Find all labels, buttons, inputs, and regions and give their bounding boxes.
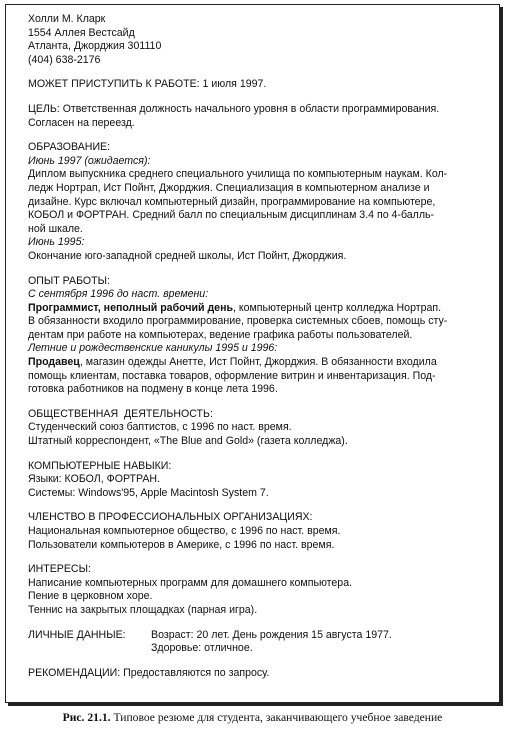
contact-block [28,13,483,67]
education-text-line: ной шкале. [28,222,83,235]
personal-section [28,629,483,656]
section-heading: ОПЫТ РАБОТЫ: [28,274,110,287]
references-line: РЕКОМЕНДАЦИИ: Предоставляются по запросу. [28,666,270,679]
activity-line: Штатный корреспондент, «The Blue and Gold» (газета колледжа). [28,435,348,448]
personal-line: Здоровье: отличное. [151,642,253,655]
education-text-line: дизайне. Курс включал компьютерный дизайн, программирование на компьютере, [28,195,436,208]
job-line: готовка работников на подмену в конце лета 1996. [28,383,278,396]
start-date: МОЖЕТ ПРИСТУПИТЬ К РАБОТЕ: 1 июля 1997. [28,78,267,91]
phone-number: (404) 638-2176 [28,53,101,66]
education-date: Июнь 1995: [28,236,85,249]
city-address: Атланта, Джорджия 301110 [28,40,162,53]
activities-section [28,408,483,449]
skills-section [28,460,483,501]
job-description: , компьютерный центр колледжа Нортрап. [232,301,442,314]
section-heading: ИНТЕРЕСЫ: [28,563,91,576]
education-text-line: ледж Нортрап, Ист Пойнт, Джорджия. Специализация в компьютерном анализе и [28,181,430,194]
section-heading: ОБРАЗОВАНИЕ: [28,141,111,154]
education-date: Июнь 1997 (ожидается): [28,154,151,167]
job-date: С сентября 1996 до наст. времени: [28,288,209,301]
resume-content [28,13,483,680]
experience-section [28,275,483,397]
figure-label: Рис. 21.1. [62,711,111,724]
job-line: дентам при работе на компьютерах, ведение графика работы пользователей. [28,328,413,341]
figure-caption [0,711,505,724]
job-line: В обязанности входило программирование, проверка системных сбоев, помощь сту- [28,315,448,328]
objective-section [28,103,483,130]
membership-line: Пользователи компьютеров в Америке, с 1996 по наст. время. [28,538,335,551]
street-address: 1554 Аллея Вестсайд [28,26,135,39]
job-line [28,356,483,370]
job-line: помощь клиентам, поставка товаров, оформление витрин и инвентаризация. Под- [28,369,436,382]
job-line [28,302,483,316]
skill-line: Системы: Windows'95, Apple Macintosh System 7. [28,486,269,499]
education-text-line: Окончание юго-западной средней школы, Ист Пойнт, Джорджия. [28,249,347,262]
job-description: , магазин одежды Анетте, Ист Пойнт, Джорджия. В обязанности входила [79,356,437,369]
education-section [28,141,483,263]
objective-line: Согласен на переезд. [28,116,135,129]
section-heading: ЛИЧНЫЕ ДАННЫЕ: [28,628,126,641]
section-heading: ЧЛЕНСТВО В ПРОФЕССИОНАЛЬНЫХ ОРГАНИЗАЦИЯХ: [28,511,313,524]
education-text-line: КОБОЛ и ФОРТРАН. Средний балл по специальным дисциплинам 3.4 по 4-балль- [28,209,435,222]
resume-page [5,4,500,703]
job-title: Продавец [28,356,80,369]
applicant-name: Холли М. Кларк [28,13,106,25]
skill-line: Языки: КОБОЛ, ФОРТРАН. [28,473,161,486]
interests-section [28,563,483,617]
job-date: Летние и рождественские каникулы 1995 и 1996: [28,342,278,355]
personal-line: Возраст: 20 лет. День рождения 15 августа 1977. [151,628,392,641]
section-heading: КОМПЬЮТЕРНЫЕ НАВЫКИ: [28,459,172,472]
interest-line: Пение в церковном хоре. [28,590,153,603]
figure-caption-text: Типовое резюме для студента, заканчивающего учебное заведение [110,711,443,724]
interest-line: Теннис на закрытых площадках (парная игра). [28,603,258,616]
activity-line: Студенческий союз баптистов, с 1996 по наст. время. [28,421,292,434]
interest-line: Написание компьютерных программ для домашнего компьютера. [28,576,353,589]
personal-values [151,629,483,656]
job-title: Программист, неполный рабочий день [28,301,233,314]
membership-line: Национальная компьютерное общество, с 1996 по наст. время. [28,525,341,537]
objective-line: ЦЕЛЬ: Ответственная должность начального уровня в области программирования. [28,102,440,115]
education-text-line: Диплом выпускника среднего специального училища по компьютерным наукам. Кол- [28,168,448,181]
memberships-section [28,511,483,552]
section-heading: ОБЩЕСТВЕННАЯ ДЕЯТЕЛЬНОСТЬ: [28,407,213,420]
